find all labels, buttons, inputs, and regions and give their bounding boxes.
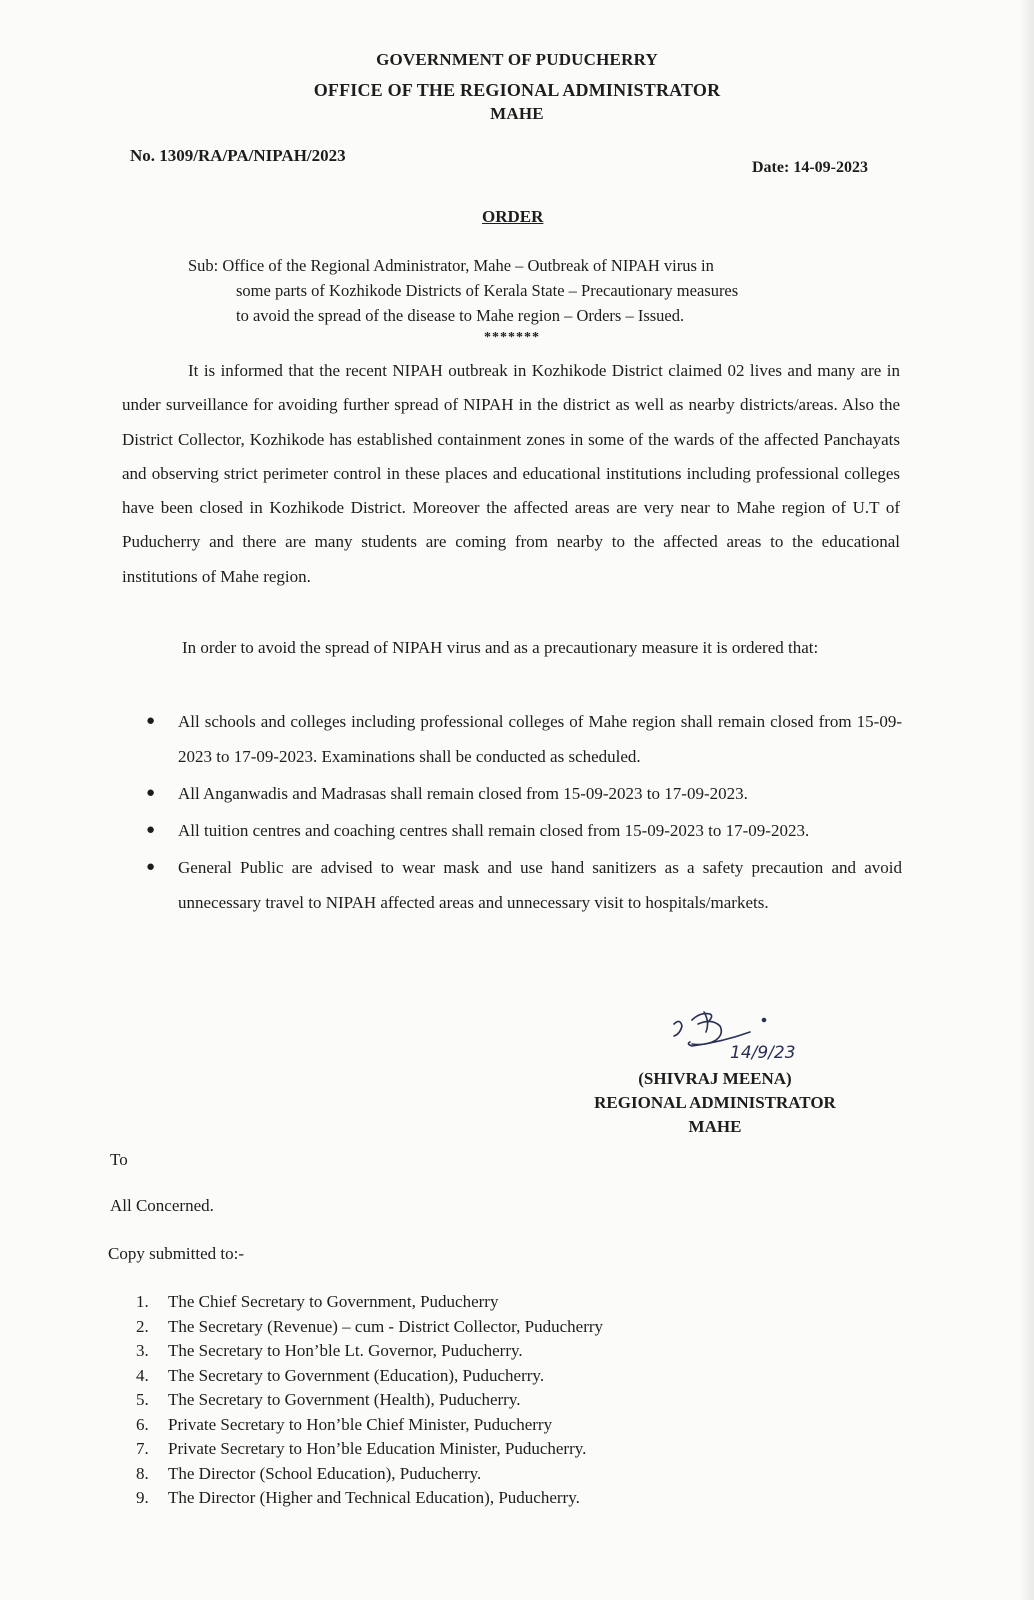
paragraph-order-intro: In order to avoid the spread of NIPAH virus and as a precautionary measure it is ordered that: (182, 638, 819, 657)
header-office: OFFICE OF THE REGIONAL ADMINISTRATOR (313, 80, 721, 100)
to-label: To (110, 1150, 128, 1169)
bullet-icon: ● (146, 785, 156, 801)
copy-list (136, 1290, 736, 1511)
bullet-icon: ● (146, 822, 156, 838)
order-title: ORDER (482, 207, 544, 226)
separator: ******* (484, 330, 540, 345)
list-item: 8. The Director (School Education), Puducherry. (136, 1463, 482, 1483)
signatory-name: (SHIVRAJ MEENA) (638, 1069, 792, 1088)
subject-line-2: some parts of Kozhikode Districts of Kerala State – Precautionary measures (236, 281, 739, 300)
directive-item (140, 776, 902, 811)
list-item: 5. The Secretary to Government (Health), Puducherry. (136, 1390, 521, 1409)
directive-text: All Anganwadis and Madrasas shall remain closed from 15-09-2023 to 17-09-2023. (178, 784, 748, 803)
addressee: All Concerned. (110, 1196, 214, 1215)
directive-item (140, 704, 902, 774)
list-item: 3. The Secretary to Hon’ble Lt. Governor, Puducherry. (136, 1341, 523, 1360)
header-place: MAHE (490, 104, 544, 123)
directive-text: General Public are advised to wear mask and use hand sanitizers as a safety precaution and avoid unnecessary travel to NIPAH affected areas and unnecessary visit to hospitals/markets. (178, 858, 902, 912)
list-item: 9. The Director (Higher and Technical Education), Puducherry. (136, 1488, 580, 1507)
subject-line-3: to avoid the spread of the disease to Mahe region – Orders – Issued. (236, 306, 685, 325)
signatory-place: MAHE (688, 1117, 742, 1136)
directive-item (140, 850, 902, 920)
directive-text: All tuition centres and coaching centres shall remain closed from 15-09-2023 to 17-09-2023. (178, 821, 810, 840)
order-directives (140, 704, 902, 922)
handwritten-signature (668, 1006, 838, 1066)
subject-line-1: Sub: Office of the Regional Administrator, Mahe – Outbreak of NIPAH virus in (188, 256, 714, 275)
directive-text: All schools and colleges including professional colleges of Mahe region shall remain closed from 15-09-2023 to 17-09-2023. Examinations shall be conducted as scheduled. (178, 712, 902, 766)
bullet-icon: ● (146, 859, 156, 875)
page-edge-shadow (1020, 0, 1034, 1600)
list-item: 7. Private Secretary to Hon’ble Education Minister, Puducherry. (136, 1439, 587, 1458)
header-government: GOVERNMENT OF PUDUCHERRY (376, 50, 658, 69)
copy-label: Copy submitted to:- (108, 1244, 244, 1263)
bullet-icon: ● (146, 713, 156, 729)
subject (188, 253, 868, 328)
list-item: 4. The Secretary to Government (Education), Puducherry. (136, 1365, 545, 1385)
paragraph-background: It is informed that the recent NIPAH outbreak in Kozhikode District claimed 02 lives and many are in under surveillance for avoiding further spread of NIPAH in the district as well as nearby districts/areas. Also the District Collector, Kozhikode has established containment zones in some of the wards of the affected Panchayats and observing strict perimeter control in these places and educational institutions including professional colleges have been closed in Kozhikode District. Moreover the affected areas are very near to Mahe region of U.T of Puducherry and there are many students are coming from nearby to the affected areas to the educational institutions of Mahe region. (122, 361, 900, 586)
list-item: 1. The Chief Secretary to Government, Puducherry (136, 1292, 499, 1311)
list-item: 2. The Secretary (Revenue) – cum - District Collector, Puducherry (136, 1316, 604, 1336)
list-item: 6. Private Secretary to Hon’ble Chief Minister, Puducherry (136, 1414, 553, 1434)
directive-item (140, 813, 902, 848)
reference-number: No. 1309/RA/PA/NIPAH/2023 (130, 146, 346, 165)
order-date: Date: 14-09-2023 (752, 159, 868, 176)
signature-block (560, 1067, 870, 1139)
handwritten-date: 14/9/23 (730, 1043, 796, 1063)
signatory-designation: REGIONAL ADMINISTRATOR (594, 1093, 836, 1112)
